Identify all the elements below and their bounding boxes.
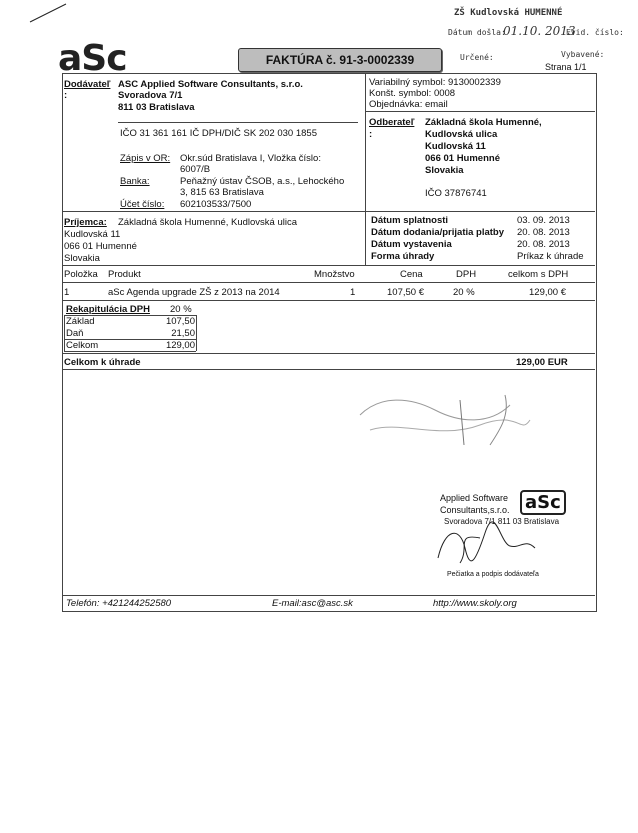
stamp-evid-label: Evid. číslo: [566,28,624,37]
pen-mark [28,2,68,24]
row-qty: 1 [350,287,356,298]
bank-value-2: 3, 815 63 Bratislava [180,187,264,198]
invoice-title: FAKTÚRA č. 91-3-0002339 [238,48,442,72]
order-ref: Objednávka: email [369,99,448,110]
variable-symbol: Variabilný symbol: 9130002339 [369,77,501,88]
recap-tax-value: 21,50 [171,328,195,339]
recap-total-label: Celkom [66,340,99,351]
col-item-header: Položka [64,269,98,280]
constant-symbol: Konšt. symbol: 0008 [369,88,456,99]
delivery-date-label: Dátum dodania/prijatia platby [371,227,505,238]
bank-label: Banka: [120,176,150,187]
reg-value-1: Okr.súd Bratislava I, Vložka číslo: [180,153,321,164]
recap-tax-label: Daň [66,328,84,339]
recap-total-value: 129,00 [165,340,195,351]
footer-email: E-mail:asc@asc.sk [272,598,353,609]
account-label: Účet číslo: [120,199,165,210]
seal-line1: Applied Software [440,493,509,503]
footer-web: http://www.skoly.org [433,598,517,609]
row-product: aSc Agenda upgrade ZŠ z 2013 na 2014 [108,287,280,298]
customer-line3: Kudlovská 11 [425,141,486,152]
stamp-school: ZŠ Kudlovská HUMENNÉ [454,8,563,18]
customer-line5: Slovakia [425,165,464,176]
row-total: 129,00 € [529,287,566,298]
customer-line2: Kudlovská ulica [425,129,498,140]
supplier-label: Dodávateľ [64,79,111,90]
due-date-value: 03. 09. 2013 [517,215,570,226]
company-logo: aSc [58,38,127,79]
col-price-header: Cena [400,269,423,280]
col-vat-header: DPH [456,269,477,280]
customer-line4: 066 01 Humenné [425,153,500,164]
customer-ico: IČO 37876741 [425,188,487,199]
due-date-label: Dátum splatnosti [371,215,449,226]
col-product-header: Produkt [108,269,141,280]
recap-rate: 20 % [170,304,192,315]
seal-line2: Consultants,s.r.o. [440,505,510,515]
supplier-colon: : [64,90,68,101]
row-item: 1 [64,287,70,298]
seal-caption: Pečiatka a podpis dodávateľa [447,571,539,578]
recipient-line2: Kudlovská 11 [64,229,121,240]
recipient-label: Príjemca: [64,217,107,228]
faint-stamp-mark [340,385,540,455]
recap-base-value: 107,50 [165,316,195,327]
reg-value-2: 6007/B [180,164,211,175]
seal-line3: Svoradova 7/1 811 03 Bratislava [444,517,560,526]
signature [430,518,540,568]
reg-label: Zápis v OR: [120,153,171,164]
supplier-street: Svoradova 7/1 [118,90,183,101]
footer-phone: Telefón: +421244252580 [66,598,172,609]
seal-logo: aSc [520,490,566,515]
payment-form-value: Príkaz k úhrade [517,251,584,262]
supplier-city: 811 03 Bratislava [118,102,195,113]
customer-colon: : [369,129,373,140]
supplier-ids: IČO 31 361 161 IČ DPH/DIČ SK 202 030 1855 [120,128,317,139]
stamp-vybavene-label: Vybavené: [561,50,605,59]
supplier-name: ASC Applied Software Consultants, s.r.o. [118,79,303,90]
issue-date-label: Dátum vystavenia [371,239,452,250]
grand-total-label: Celkom k úhrade [64,357,141,368]
issue-date-value: 20. 08. 2013 [517,239,570,250]
recipient-line3: 066 01 Humenné [64,241,137,252]
account-value: 602103533/7500 [180,199,252,210]
grand-total-value: 129,00 EUR [516,357,568,368]
recap-base-label: Základ [66,316,95,327]
recipient-line4: Slovakia [64,253,100,264]
row-price: 107,50 € [387,287,424,298]
row-vat: 20 % [453,287,475,298]
col-total-header: celkom s DPH [508,269,569,280]
page-number: Strana 1/1 [545,62,587,72]
stamp-date-label: Dátum došla: [448,28,506,37]
delivery-date-value: 20. 08. 2013 [517,227,570,238]
recap-title: Rekapitulácia DPH [66,304,150,315]
stamp-date-value: 01.10. 2013 [503,24,576,38]
recipient-line1: Základná škola Humenné, Kudlovská ulica [118,217,298,228]
payment-form-label: Forma úhrady [371,251,435,262]
customer-line1: Základná škola Humenné, [425,117,542,128]
col-qty-header: Množstvo [314,269,355,280]
bank-value-1: Peňažný ústav ČSOB, a.s., Lehockého [180,176,345,187]
stamp-urcene-label: Určené: [460,53,494,62]
customer-label: Odberateľ [369,117,415,128]
